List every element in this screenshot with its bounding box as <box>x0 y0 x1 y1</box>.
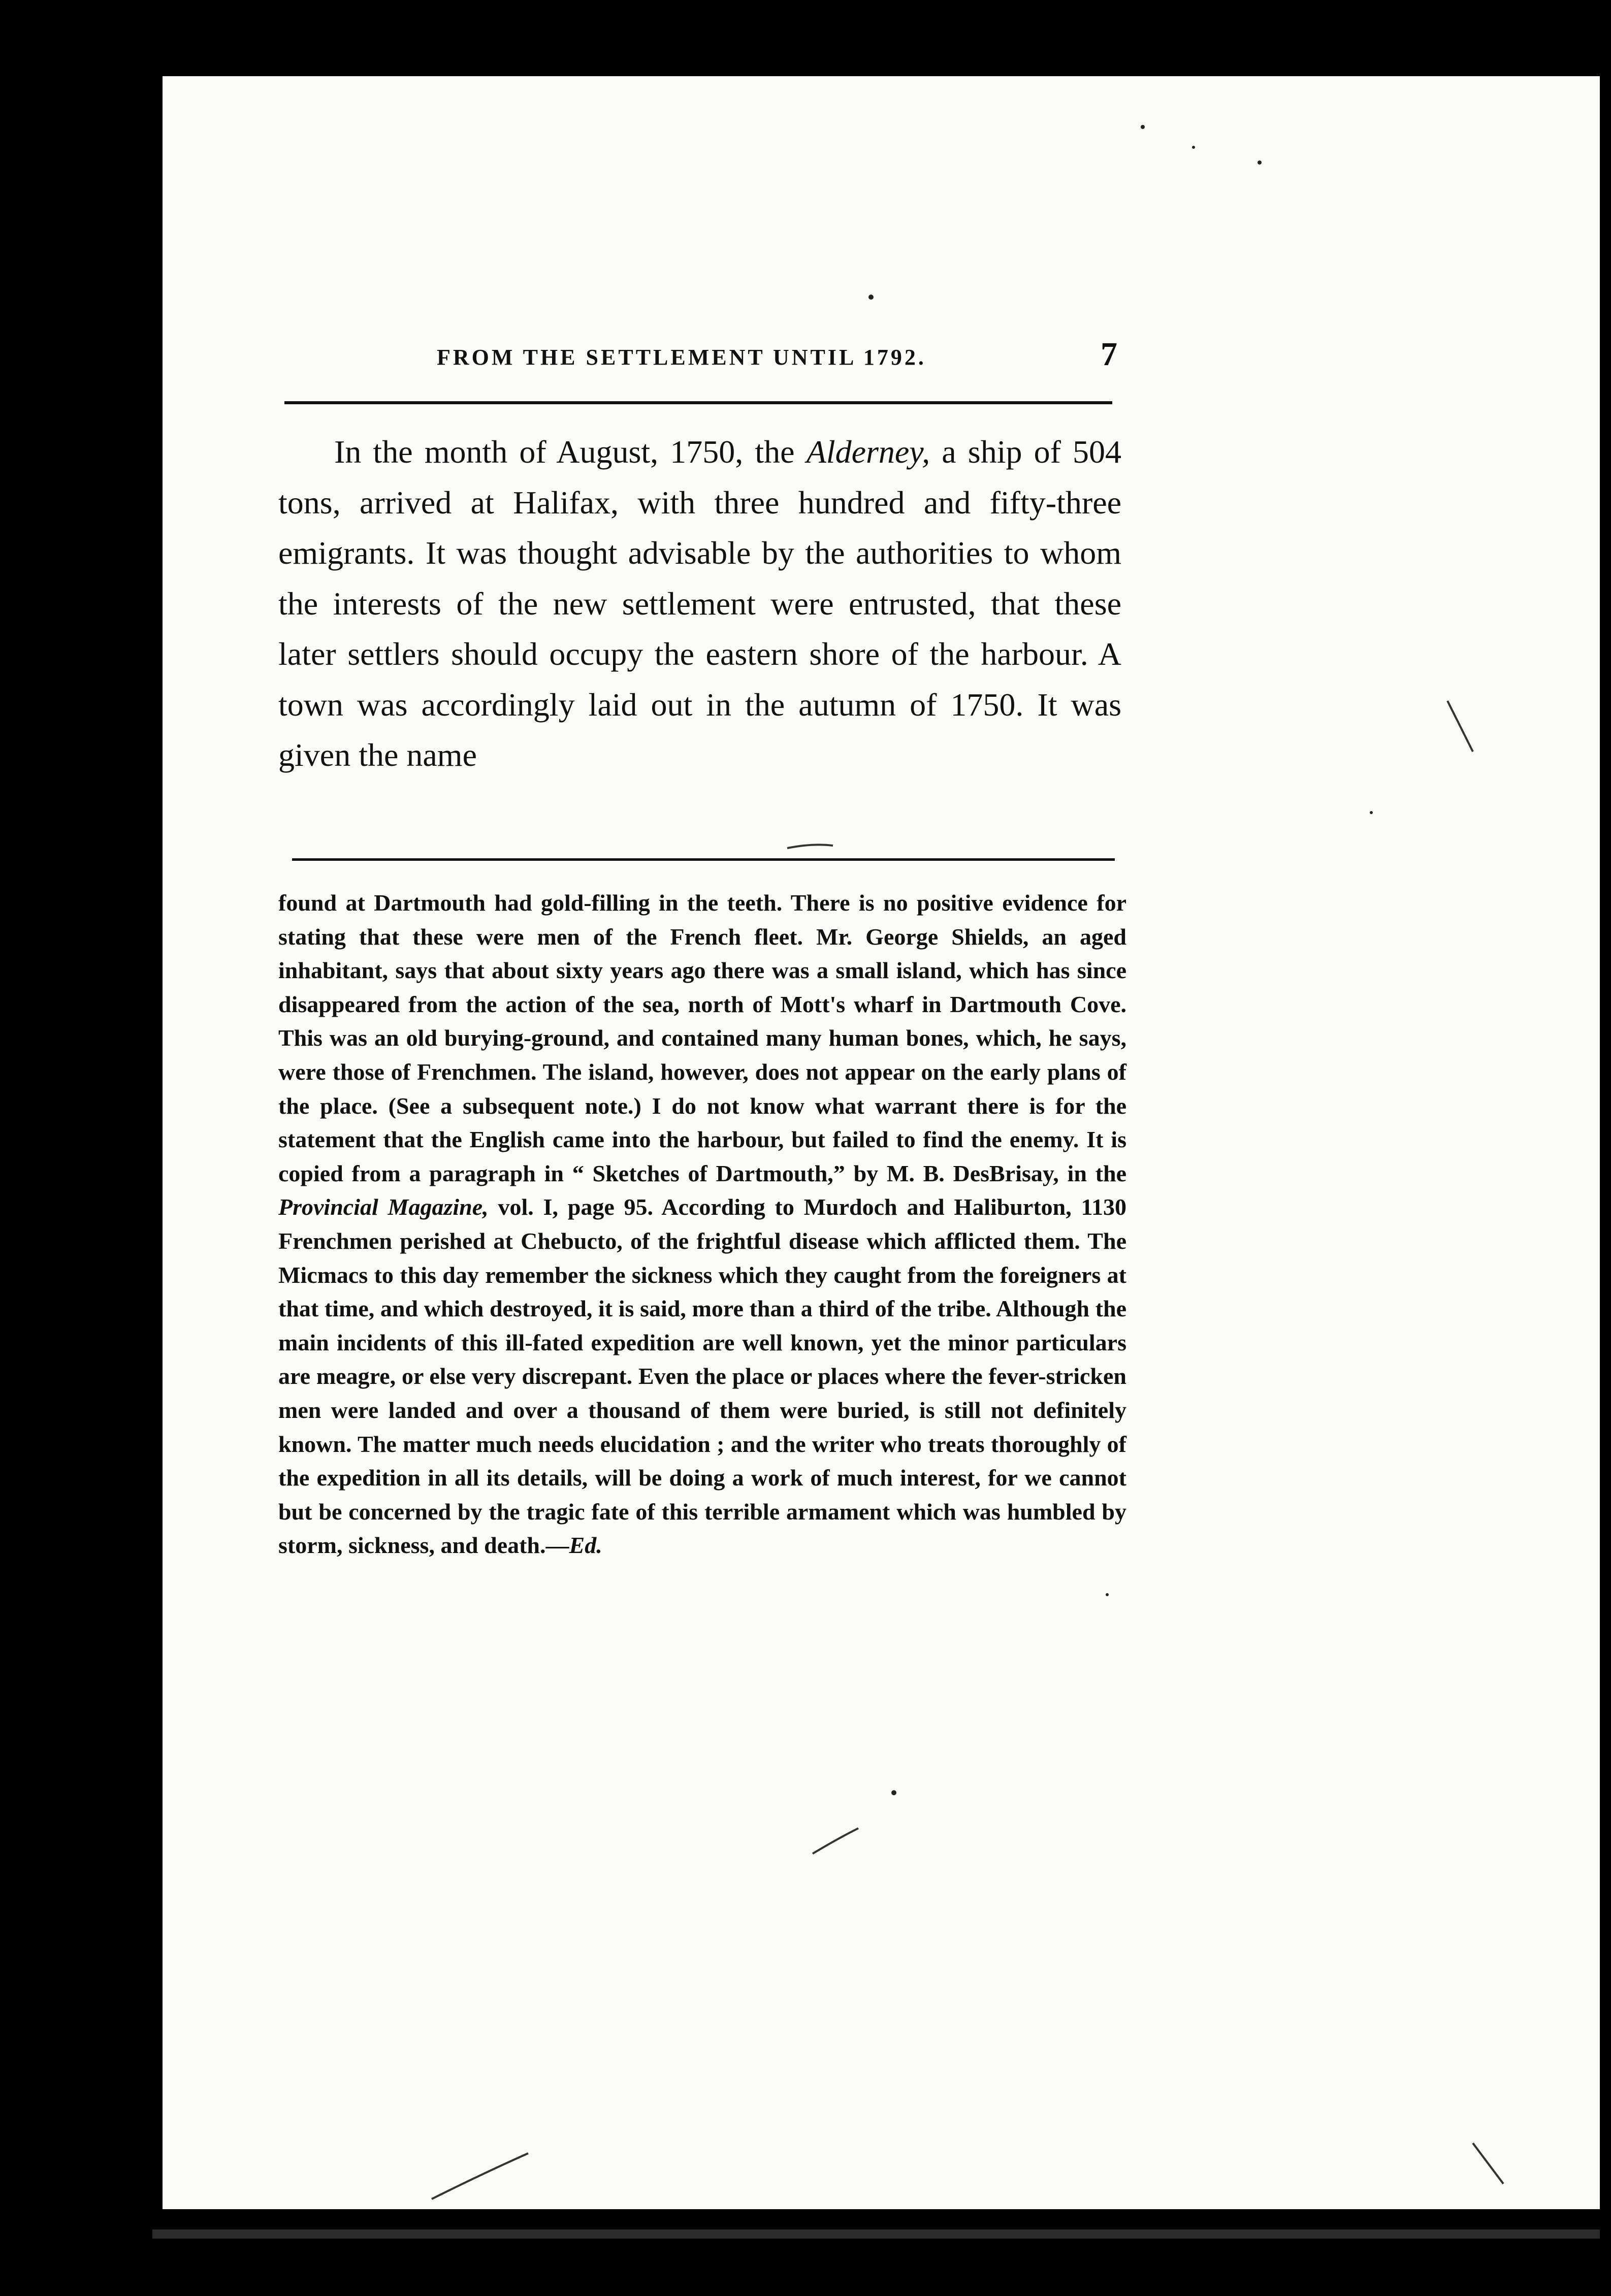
paragraph-text-start: In the month of August, 1750, the <box>334 434 807 470</box>
page-number: 7 <box>1101 336 1117 373</box>
footnote-text-start: found at Dartmouth had gold-filling in the teeth. There is no positive evidence for stating that these were men of the French fleet. Mr. George Shields, an aged inhabitant, says that about sixty years ago there was a small island, which has since disappeared from the action of the sea, north of Mott's wharf in Dartmouth Cove. This was an old burying-ground, and contained many human bones, which, he says, were those of Frenchmen. The island, however, does not appear on the early plans of the place. (See a subsequent note.) I do not know what warrant there is for the statement that the English came into the harbour, but failed to find the enemy. It is copied from a paragraph in “ Sketches of Dartmouth,” by M. B. DesBrisay, in the <box>278 890 1126 1186</box>
ship-name: Alderney, <box>806 434 930 470</box>
running-head: FROM THE SETTLEMENT UNTIL 1792. <box>437 345 926 370</box>
magazine-title: Provincial Magazine, <box>278 1194 489 1220</box>
editor-mark: Ed. <box>569 1532 602 1559</box>
footnote-text-end: vol. I, page 95. According to Murdoch and Haliburton, 1130 Frenchmen perished at Chebucto, of the frightful disease which afflicted them. The Micmacs to this day remember the sickness which they caught from the foreigners at that time, and which destroyed, it is said, more than a third of the tribe. Although the main incidents of this ill-fated expedition are well known, yet the minor particulars are meagre, or else very discrepant. Even the place or places where the fever-stricken men were landed and over a thousand of them were buried, is still not definitely known. The matter much needs elucidation ; and the writer who treats thoroughly of the expedition in all its details, will be doing a work of much interest, for we cannot but be concerned by the tragic fate of this terrible armament which was humbled by storm, sickness, and death.— <box>278 1194 1126 1559</box>
paragraph-text-end: a ship of 504 tons, arrived at Halifax, with three hundred and fifty-three emigrants. It was thought advisable by the authorities to whom the interests of the new settlement were entrusted, that these later settlers should occupy the eastern shore of the harbour. A town was accordingly laid out in the autumn of 1750. It was given the name <box>278 434 1122 773</box>
